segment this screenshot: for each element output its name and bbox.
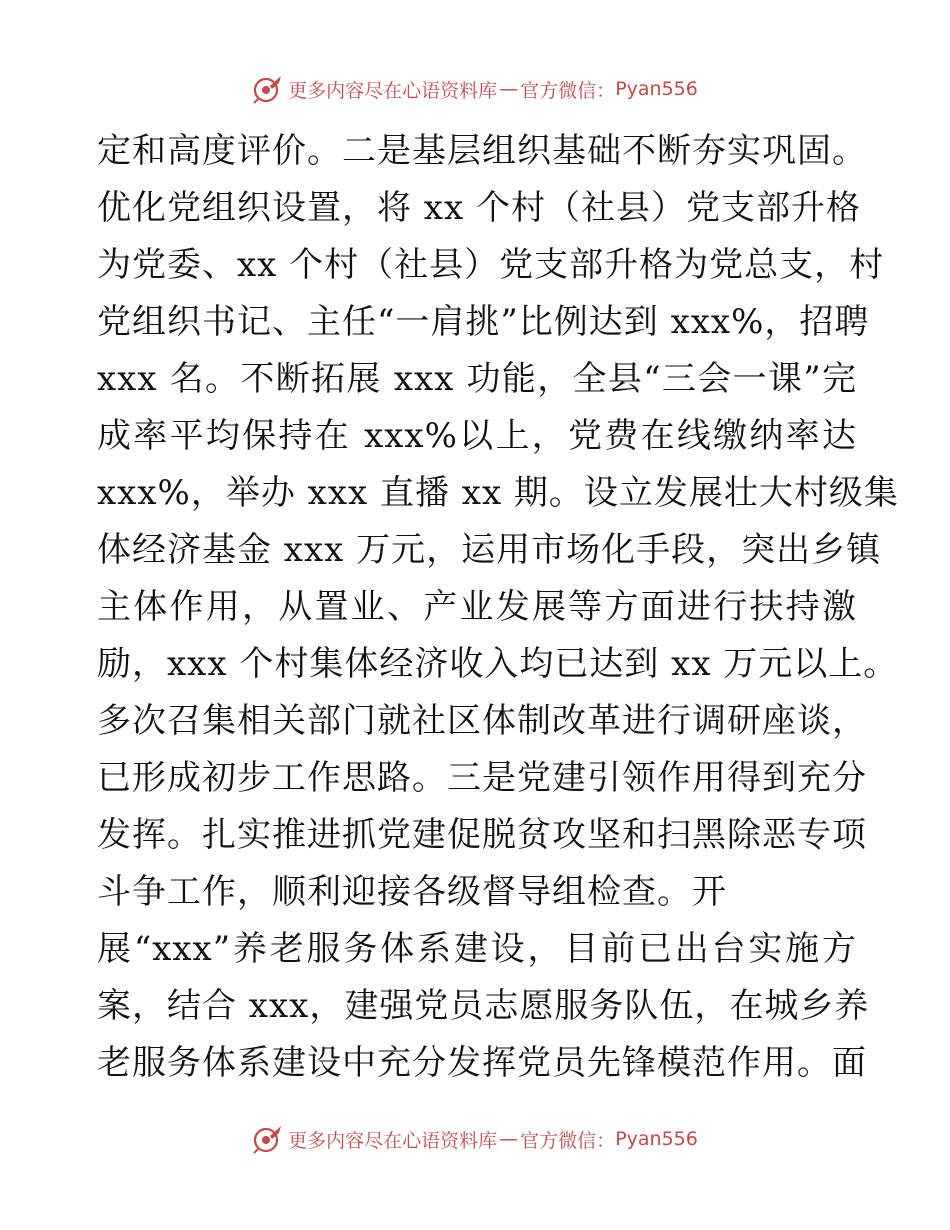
text-line: 发挥。扎实推进抓党建促脱贫攻坚和扫黑除恶专项 [97, 815, 867, 855]
watermark-brand: 更多内容尽在心语资料库 [288, 1129, 498, 1152]
text-line: 斗争工作，顺利迎接各级督导组检查。开 [97, 872, 727, 912]
watermark-channel: 官方微信： [520, 1129, 616, 1152]
text-line: 案，结合 xxx，建强党员志愿服务队伍，在城乡养 [97, 986, 870, 1026]
text-line: xxx%，举办 xxx 直播 xx 期。设立发展壮大村级集 [97, 473, 899, 513]
quill-seal-icon [252, 74, 284, 104]
watermark-separator: — [499, 78, 519, 100]
text-line: 多次召集相关部门就社区体制改革进行调研座谈， [97, 701, 867, 741]
text-line: 优化党组织设置，将 xx 个村（社县）党支部升格 [97, 188, 861, 228]
text-line: 主体作用，从置业、产业发展等方面进行扶持激 [97, 587, 857, 627]
watermark-account: Pyan556 [615, 78, 698, 100]
quill-seal-icon [252, 1124, 284, 1154]
text-line: 展“xxx”养老服务体系建设，目前已出台实施方 [97, 929, 857, 969]
watermark-channel: 官方微信： [520, 79, 616, 102]
watermark-separator: — [499, 1128, 519, 1150]
text-line: 成率平均保持在 xxx%以上，党费在线缴纳率达 [97, 416, 857, 456]
text-line: 党组织书记、主任“一肩挑”比例达到 xxx%，招聘 [97, 302, 870, 342]
text-line: 体经济基金 xxx 万元，运用市场化手段，突出乡镇 [97, 530, 882, 570]
header-watermark [0, 72, 950, 106]
footer-watermark [0, 1122, 950, 1156]
text-line: 为党委、xx 个村（社县）党支部升格为党总支，村 [97, 245, 885, 285]
text-line: 励，xxx 个村集体经济收入均已达到 xx 万元以上。 [97, 644, 899, 684]
text-line: 定和高度评价。二是基层组织基础不断夯实巩固。 [97, 131, 867, 171]
watermark-account: Pyan556 [615, 1128, 698, 1150]
text-line: xxx 名。不断拓展 xxx 功能，全县“三会一课”完 [97, 359, 857, 399]
text-line: 已形成初步工作思路。三是党建引领作用得到充分 [97, 758, 867, 798]
watermark-brand: 更多内容尽在心语资料库 [288, 79, 498, 102]
document-body [97, 123, 899, 1092]
text-line: 老服务体系建设中充分发挥党员先锋模范作用。面 [97, 1043, 867, 1083]
